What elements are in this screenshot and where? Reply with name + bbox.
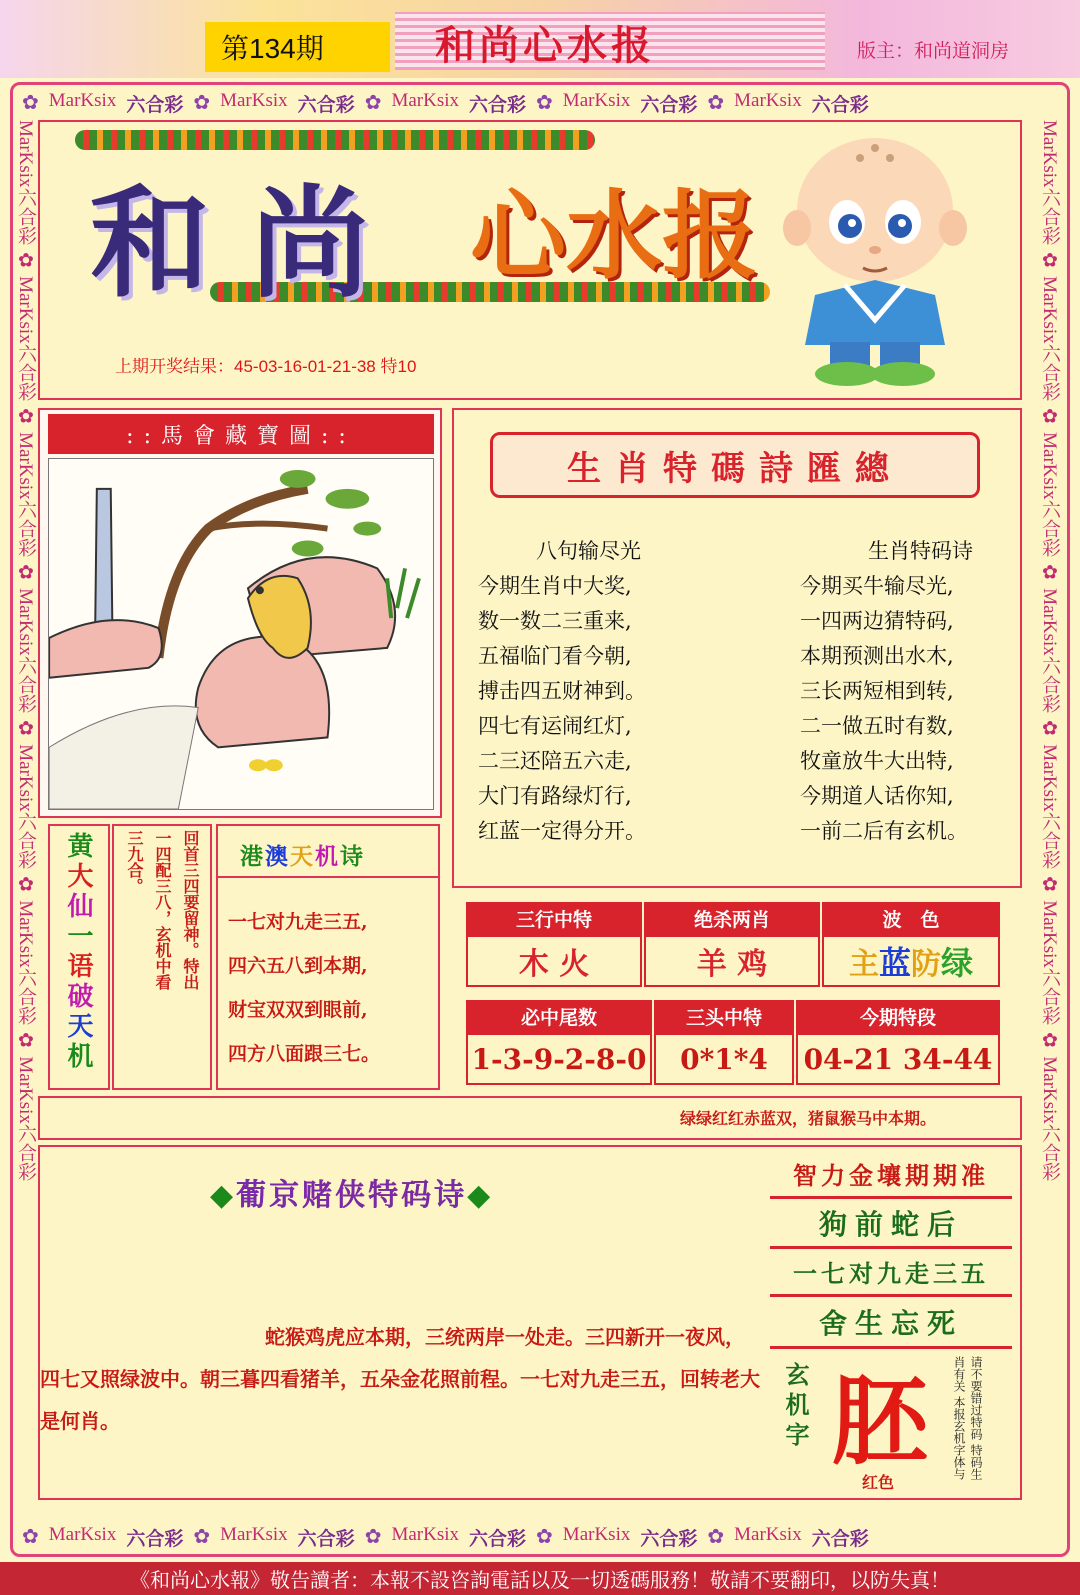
treasure-map-title: ::馬會藏寶圖:: — [48, 414, 434, 454]
watermark-row-bottom: ✿ MarKsix 六合彩 ✿ MarKsix 六合彩 ✿ MarKsix 六合彩 ✿ MarKsix 六合彩 ✿ MarKsix 六合彩 — [22, 1524, 869, 1550]
box-dog-snake: 狗前蛇后 — [770, 1196, 1012, 1246]
table-header: 今期特段 — [796, 1000, 1000, 1033]
poem-line: 牧童放牛大出特, — [800, 749, 954, 773]
flower-icon: ✿ — [364, 92, 382, 114]
poem-line: 本期预测出水木, — [800, 644, 954, 668]
flower-icon: ✿ — [22, 1526, 39, 1548]
owner-label: 版主：和尚道洞房 — [857, 40, 1010, 62]
poem-line: 五福临门看今朝, — [478, 644, 632, 668]
poem-line: 二一做五时有数, — [800, 714, 954, 738]
poem-line: 今期买牛输尽光, — [800, 574, 954, 598]
poem-line: 四七有运闹红灯, — [478, 714, 632, 738]
poem-left-head: 八句输尽光 — [536, 539, 641, 563]
gangao-poem-text: 一七对九走三五, 四六五八到本期, 财宝双双到眼前, 四方八面跟三七。 — [228, 911, 381, 1065]
table-cell: 0*1*4 — [654, 1033, 794, 1085]
flower-icon: ✿ — [22, 92, 39, 114]
table-cell: 羊 鸡 — [644, 935, 820, 987]
poem-left — [478, 534, 646, 849]
table-header: 必中尾数 — [466, 1000, 652, 1033]
huang-da-xian-text: 黄大仙一语破天机 — [63, 832, 93, 1072]
masthead-title-main: 和尚 — [90, 173, 410, 314]
xuan-ji-line: 回首三四要留神。特出 — [181, 830, 200, 990]
poem-line: 一四两边猜特码, — [800, 609, 954, 633]
table-header: 三行中特 — [466, 902, 642, 935]
poem-line: 一前二后有玄机。 — [800, 819, 968, 843]
divider — [218, 876, 438, 878]
flower-icon: ✿ — [193, 1526, 211, 1548]
issue-number: 第134期 — [205, 22, 390, 72]
pujing-poem-title: ◆葡京赌侠特码诗◆ — [210, 1178, 494, 1213]
poem-line: 搏击四五财神到。 — [478, 679, 646, 703]
table-cell: 1-3-9-2-8-0 — [466, 1033, 652, 1085]
poem-line: 红蓝一定得分开。 — [478, 819, 646, 843]
flower-icon: ✿ — [536, 92, 553, 114]
wave-color-cell: 主 蓝 防 绿 — [822, 935, 1000, 987]
pujing-poem-text: 蛇猴鸡虎应本期，三统两岸一处走。三四新开一夜风，四七又照绿波中。朝三暮四看猪羊，五朵金花照前程。一七对九走三五，回转老大是何肖。 — [40, 1325, 760, 1433]
vine-decoration — [75, 130, 595, 150]
poem-line: 二三还陪五六走, — [478, 749, 632, 773]
flower-icon: ✿ — [536, 1526, 553, 1548]
zodiac-poem-title: 生肖特碼詩匯總 — [490, 432, 980, 498]
watermark-col-left: MarKsix六合彩 ✿ MarKsix六合彩 ✿ MarKsix六合彩 ✿ MarKsix六合彩 ✿ MarKsix六合彩 ✿ MarKsix六合彩 ✿ MarKsix六合彩 — [15, 120, 36, 1181]
table-cell: 04-21 34-44 — [796, 1033, 1000, 1085]
flower-icon: ✿ — [707, 92, 725, 114]
box-sheshengwangsi: 舍生忘死 — [770, 1294, 1012, 1346]
table-cell: 木 火 — [466, 935, 642, 987]
xuan-ji-zi-char: 胚 — [832, 1364, 928, 1478]
watermark-row-top: ✿ MarKsix 六合彩 ✿ MarKsix 六合彩 ✿ MarKsix 六合彩 ✿ MarKsix 六合彩 ✿ MarKsix 六合彩 — [22, 90, 869, 116]
table-header: 波 色 — [822, 902, 1000, 935]
flower-icon: ✿ — [364, 1526, 382, 1548]
flower-icon: ✿ — [707, 1526, 725, 1548]
gangao-poem-title: 港澳天机诗 — [240, 843, 365, 870]
poem-line: 今期道人话你知, — [800, 784, 954, 808]
treasure-map-illustration-icon — [48, 458, 434, 810]
flower-icon: ✿ — [193, 92, 211, 114]
xuan-ji-line: 一四配三八，玄机中看 — [153, 830, 172, 990]
poem-line: 大门有路绿灯行, — [478, 784, 632, 808]
masthead-title-sub: 心水报 — [470, 179, 758, 292]
xuan-ji-zi-note: 请不要错过特码 特码生肖有关 本报玄机字体与 — [952, 1356, 983, 1480]
table-header: 三头中特 — [654, 1000, 794, 1033]
monk-mascot-icon — [775, 130, 975, 390]
poem-line: 数一数二三重来, — [478, 609, 632, 633]
poem-line: 今期生肖中大奖, — [478, 574, 632, 598]
poem-right — [800, 534, 973, 849]
watermark-col-right: MarKsix六合彩 ✿ MarKsix六合彩 ✿ MarKsix六合彩 ✿ MarKsix六合彩 ✿ MarKsix六合彩 ✿ MarKsix六合彩 ✿ MarKsix六合彩 — [1039, 120, 1060, 1181]
hint-strip-text: 绿绿红红赤蓝双，猪鼠猴马中本期。 — [680, 1109, 937, 1128]
slogan: 智力金壤期期准 — [770, 1150, 1012, 1196]
box-one-seven: 一七对九走三五 — [770, 1246, 1012, 1294]
last-result: 上期开奖结果：45-03-16-01-21-38 特10 — [115, 357, 417, 376]
top-title: 和尚心水报 — [435, 22, 655, 69]
xuan-ji-zi-color: 红色 — [862, 1473, 895, 1492]
xuan-ji-line: 三九合。 — [125, 830, 144, 894]
footer-notice: 《和尚心水報》敬告讀者：本報不設咨詢電話以及一切透碼服務！敬請不要翻印，以防失真！ — [0, 1562, 1080, 1595]
xuan-ji-zi-label: 玄机字 — [781, 1362, 810, 1452]
poem-line: 三长两短相到转, — [800, 679, 954, 703]
table-header: 绝杀两肖 — [644, 902, 820, 935]
poem-right-head: 生肖特码诗 — [868, 539, 973, 563]
